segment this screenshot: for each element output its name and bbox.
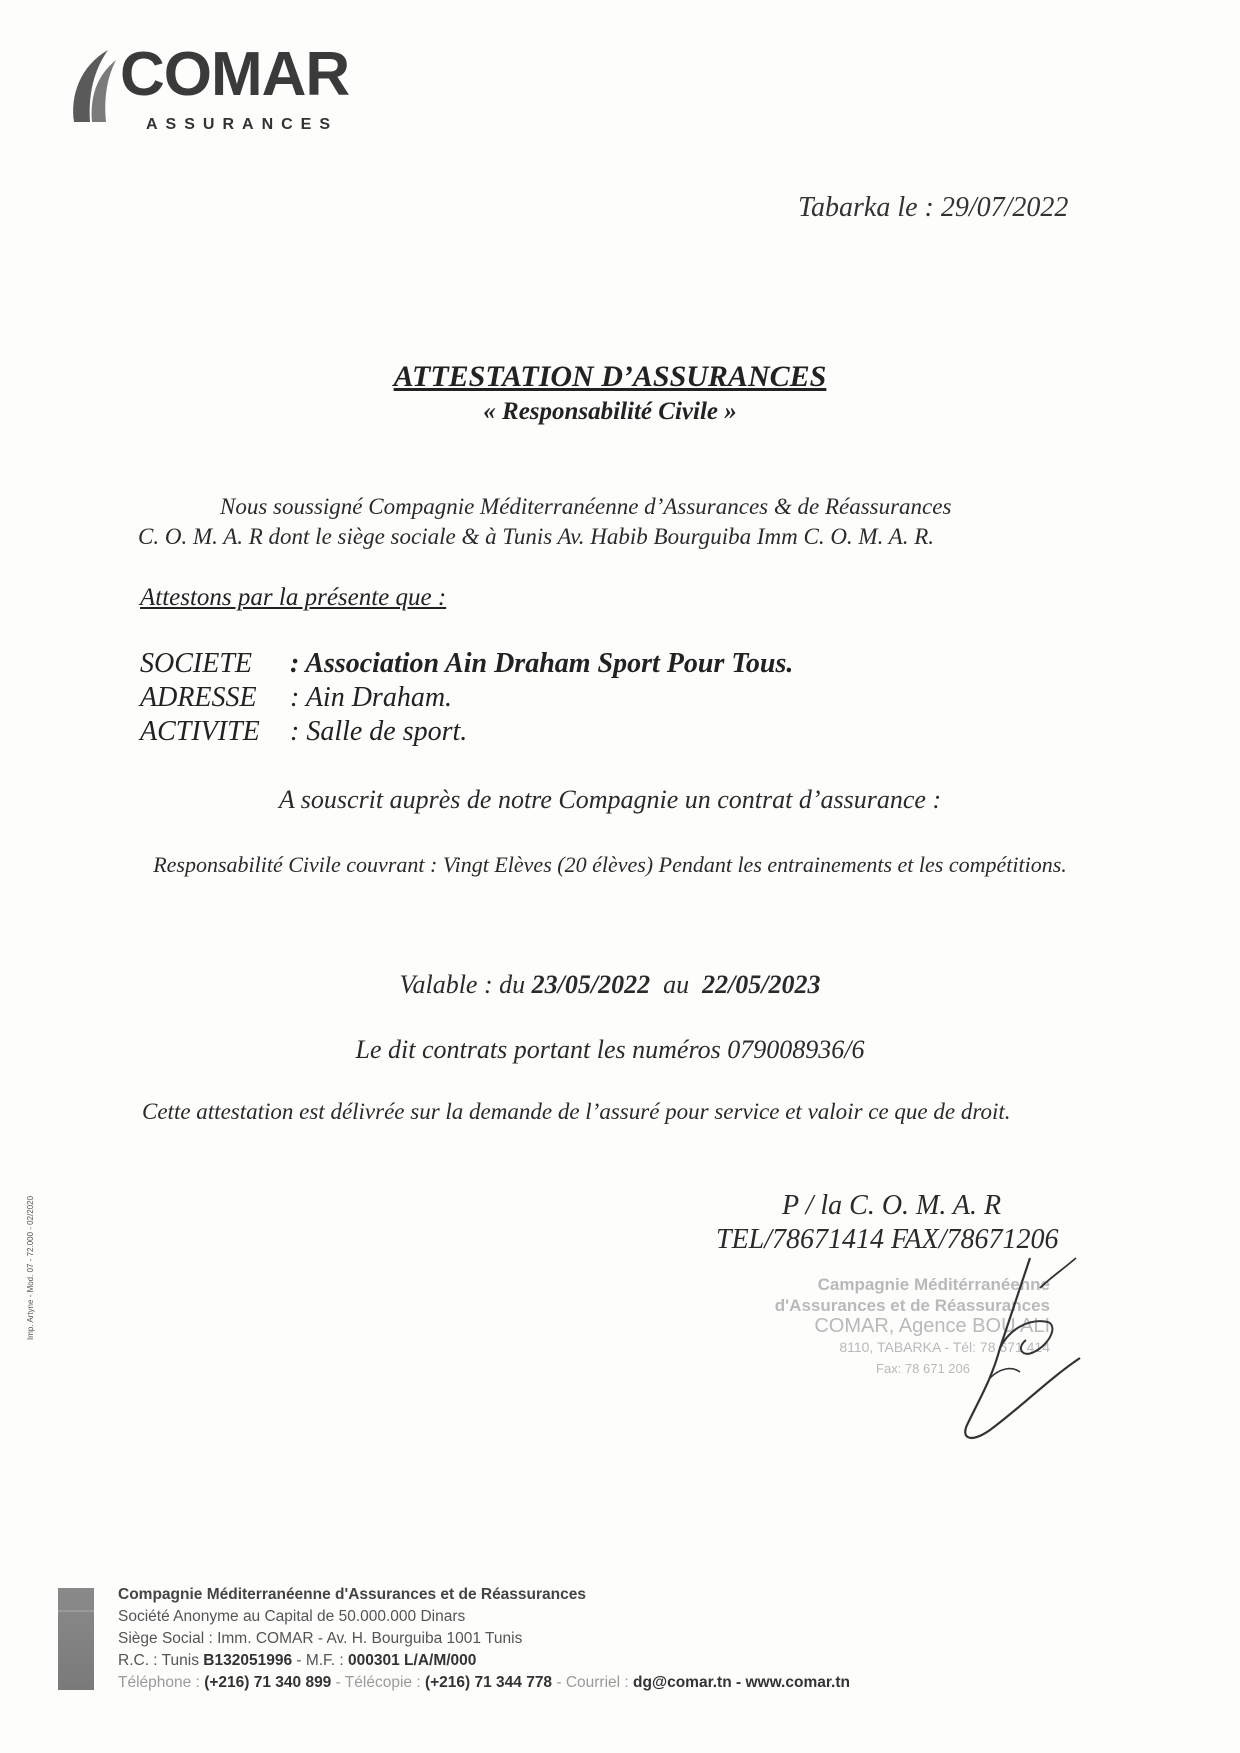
validity-mid: au <box>650 970 703 999</box>
validity-to: 22/05/2023 <box>702 970 821 999</box>
intro-paragraph <box>138 492 1058 552</box>
footer-fax-label: - Télécopie : <box>331 1674 425 1691</box>
souscrit-line: A souscrit auprès de notre Compagnie un contrat d’assurance : <box>278 785 942 814</box>
date-line: Tabarka le : 29/07/2022 <box>798 192 1069 223</box>
contract-line: Le dit contrats portant les numéros 079008936/6 <box>355 1035 865 1064</box>
field-value: : Association Ain Draham Sport Pour Tous. <box>290 648 794 679</box>
attestons-heading: Attestons par la présente que : <box>140 584 447 611</box>
insured-fields <box>140 647 793 749</box>
field-label: ACTIVITE <box>140 716 260 747</box>
field-label: ADRESSE <box>140 682 257 713</box>
footer-tel-label: Téléphone : <box>118 1674 205 1691</box>
field-adresse <box>140 681 793 715</box>
validity-prefix: Valable : du <box>399 970 532 999</box>
signatory-line: P / la C. O. M. A. R <box>782 1190 1002 1221</box>
footer-capital: Société Anonyme au Capital de 50.000.000 Dinars <box>118 1608 466 1625</box>
footer-rc-value: B132051996 <box>203 1652 293 1669</box>
footer-mf-value: 000301 L/A/M/000 <box>348 1652 477 1669</box>
field-label: SOCIETE <box>140 648 252 679</box>
validity-from: 23/05/2022 <box>531 970 651 999</box>
field-activite <box>140 715 793 749</box>
footer-bar <box>58 1588 94 1690</box>
field-value: : Ain Draham. <box>290 682 453 713</box>
footer-mail-link[interactable]: dg@comar.tn <box>633 1674 732 1691</box>
document-title: ATTESTATION D’ASSURANCES <box>393 360 827 393</box>
footer-mf-label: - M.F. : <box>292 1652 349 1669</box>
footer-company: Compagnie Méditerranéenne d'Assurances et de Réassurances <box>118 1586 586 1603</box>
field-value: : Salle de sport. <box>290 716 468 747</box>
footer-siege: Siège Social : Imm. COMAR - Av. H. Bourguiba 1001 Tunis <box>118 1630 523 1647</box>
footer <box>118 1584 850 1694</box>
logo-subtitle: ASSURANCES <box>146 116 339 133</box>
document-subtitle: « Responsabilité Civile » <box>483 398 737 425</box>
footer-mail-label: - Courriel : <box>552 1674 634 1691</box>
validity-line <box>0 970 1220 1000</box>
stamp-line-2: d'Assurances et de Réassurances <box>774 1296 1050 1315</box>
footer-fax-value: (+216) 71 344 778 <box>424 1674 553 1691</box>
delivery-paragraph: Cette attestation est délivrée sur la demande de l’assuré pour service et valoir ce que de droit. <box>142 1099 1011 1124</box>
signature-mark <box>930 1248 1090 1448</box>
footer-web-link[interactable]: - www.comar.tn <box>731 1674 850 1691</box>
coverage-paragraph: Responsabilité Civile couvrant : Vingt Elèves (20 élèves) Pendant les entrainements et les compétitions. <box>153 852 1067 877</box>
footer-tel-value: (+216) 71 340 899 <box>204 1674 332 1691</box>
comar-logo-icon <box>64 46 122 124</box>
side-print-ref <box>12 1160 35 1340</box>
footer-contact-line <box>118 1672 850 1694</box>
intro-line-1: Nous soussigné Compagnie Méditerranéenne d’Assurances & de Réassurances <box>220 494 952 519</box>
stamp-line-5: Fax: 78 671 206 <box>876 1361 970 1376</box>
footer-rc-label: R.C. : Tunis <box>118 1652 204 1669</box>
logo-wordmark: COMAR <box>120 40 350 109</box>
footer-rc-line <box>118 1650 850 1672</box>
stamp-line-3: COMAR, Agence BOU ALI <box>814 1315 1050 1337</box>
side-print-text: Imp. Artyne - Mod. 07 - 72.000 - 02/2020 <box>26 1195 35 1340</box>
contact-line: TEL/78671414 FAX/78671206 <box>716 1224 1059 1255</box>
stamp-line-1: Campagnie Méditérranéenne <box>817 1275 1050 1294</box>
stamp-line-4: 8110, TABARKA - Tél: 78 671 414 <box>839 1339 1050 1355</box>
intro-line-2: C. O. M. A. R dont le siège sociale & à Tunis Av. Habib Bourguiba Imm C. O. M. A. R. <box>138 524 935 549</box>
field-societe <box>140 647 793 681</box>
